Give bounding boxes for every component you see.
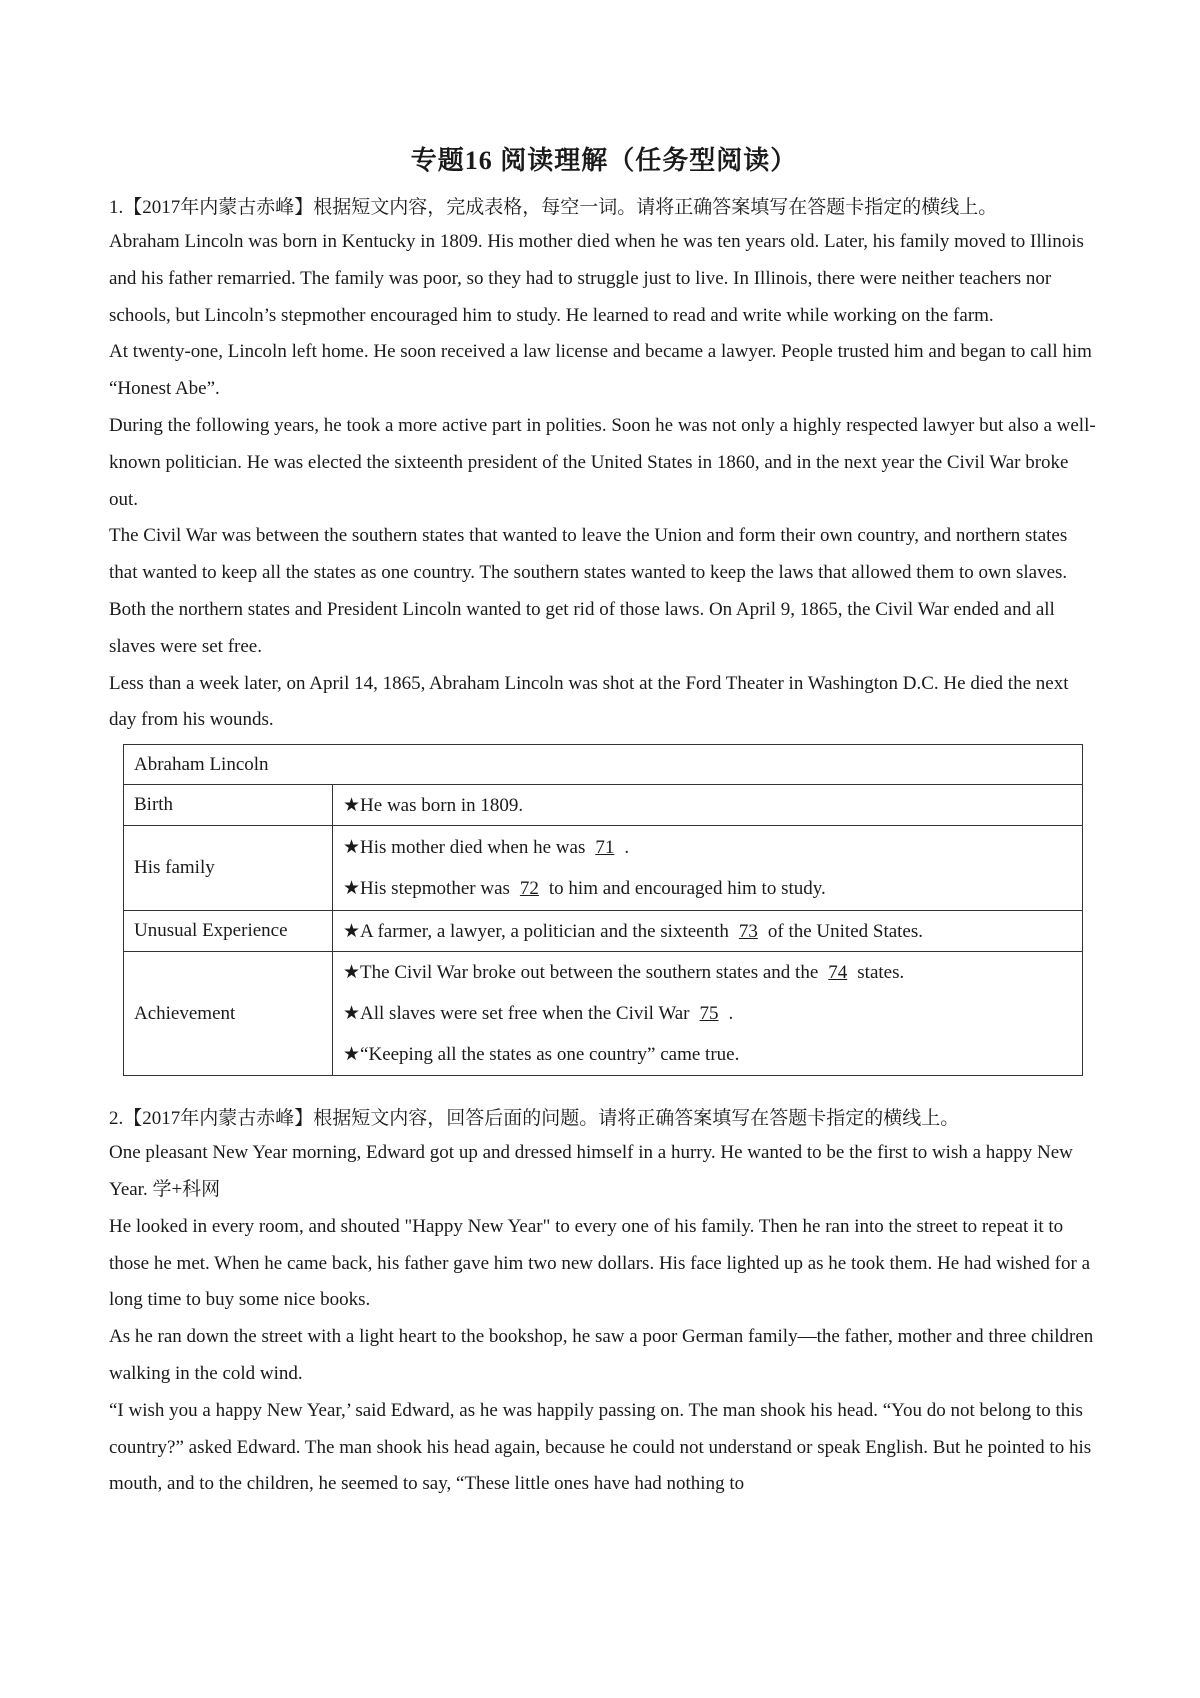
q1-paragraph-5: Less than a week later, on April 14, 1865, Abraham Lincoln was shot at the Ford Theater in Washington D.C. He died the next day from his wounds. (109, 672, 1069, 731)
achievement-cell (333, 952, 1083, 1076)
question-1-heading: 1.【2017年内蒙古赤峰】根据短文内容，完成表格，每空一词。请将正确答案填写在答题卡指定的横线上。 (109, 197, 998, 218)
row-label-birth: Birth (124, 785, 333, 826)
q2-paragraph-1: One pleasant New Year morning, Edward got up and dressed himself in a hurry. He wanted to be the first to wish a happy New Year. 学+科网 (109, 1142, 1073, 1200)
row-label-family: His family (124, 826, 333, 911)
task-table (123, 744, 1083, 1076)
unusual-cell: ★A farmer, a lawyer, a politician and the sixteenth 73 of the United States. (333, 911, 1083, 952)
row-label-achievement: Achievement (124, 952, 333, 1076)
blank-72[interactable]: 72 (519, 878, 539, 900)
question-2-section (109, 1102, 1099, 1503)
achievement-line-2: ★All slaves were set free when the Civil War 75 . (343, 993, 1082, 1034)
q1-paragraph-1: Abraham Lincoln was born in Kentucky in 1809. His mother died when he was ten years old. Later, his family moved to Illinois and his father remarried. The family was poor, so they had to struggle just to live. In Illinois, there were neither teachers nor schools, but Lincoln’s stepmother encouraged him to study. He learned to read and write while working on the farm. (109, 231, 1084, 326)
blank-74[interactable]: 74 (828, 962, 848, 984)
table-header: Abraham Lincoln (124, 745, 1083, 785)
q1-paragraph-2: At twenty-one, Lincoln left home. He soon received a law license and became a lawyer. People trusted him and began to call him “Honest Abe”. (109, 341, 1092, 400)
document-page (109, 140, 1099, 1503)
page-title: 专题16 阅读理解（任务型阅读） (410, 146, 798, 175)
blank-71[interactable]: 71 (595, 837, 615, 859)
row-label-unusual: Unusual Experience (124, 911, 333, 952)
achievement-line-3: ★“Keeping all the states as one country” came true. (343, 1044, 740, 1066)
q2-paragraph-2: He looked in every room, and shouted "Happy New Year" to every one of his family. Then he ran into the street to repeat it to those he met. When he came back, his father gave him two new dollars. His face lighted up as he took them. He had wished for a long time to buy some nice books. (109, 1215, 1091, 1311)
question-2-heading: 2.【2017年内蒙古赤峰】根据短文内容，回答后面的问题。请将正确答案填写在答题卡指定的横线上。 (109, 1108, 960, 1130)
q2-paragraph-3: As he ran down the street with a light heart to the bookshop, he saw a poor German family—the father, mother and three children walking in the cold wind. (109, 1326, 1094, 1384)
blank-75[interactable]: 75 (699, 1003, 719, 1025)
q1-paragraph-4: The Civil War was between the southern states that wanted to leave the Union and form their own country, and northern states that wanted to keep all the states as one country. The southern states wanted to keep the laws that allowed them to own slaves. Both the northern states and President Lincoln wanted to get rid of those laws. On April 9, 1865, the Civil War ended and all slaves were set free. (109, 525, 1068, 657)
family-cell (333, 826, 1083, 911)
achievement-line-1: ★The Civil War broke out between the southern states and the 74 states. (343, 952, 1082, 993)
family-line-1: ★His mother died when he was 71 . (343, 827, 1082, 868)
birth-text: ★He was born in 1809. (333, 785, 1083, 826)
blank-73[interactable]: 73 (738, 920, 758, 942)
q2-paragraph-4: “I wish you a happy New Year,’ said Edward, as he was happily passing on. The man shook his head. “You do not belong to this country?” asked Edward. The man shook his head again, because he could not understand or speak English. But he pointed to his mouth, and to the children, he seemed to say, “These little ones have had nothing to (109, 1399, 1092, 1495)
q1-paragraph-3: During the following years, he took a more active part in polities. Soon he was not only a highly respected lawyer but also a well-known politician. He was elected the sixteenth president of the United States in 1860, and in the next year the Civil War broke out. (109, 414, 1096, 510)
family-line-2: ★His stepmother was 72 to him and encouraged him to study. (343, 868, 1082, 909)
